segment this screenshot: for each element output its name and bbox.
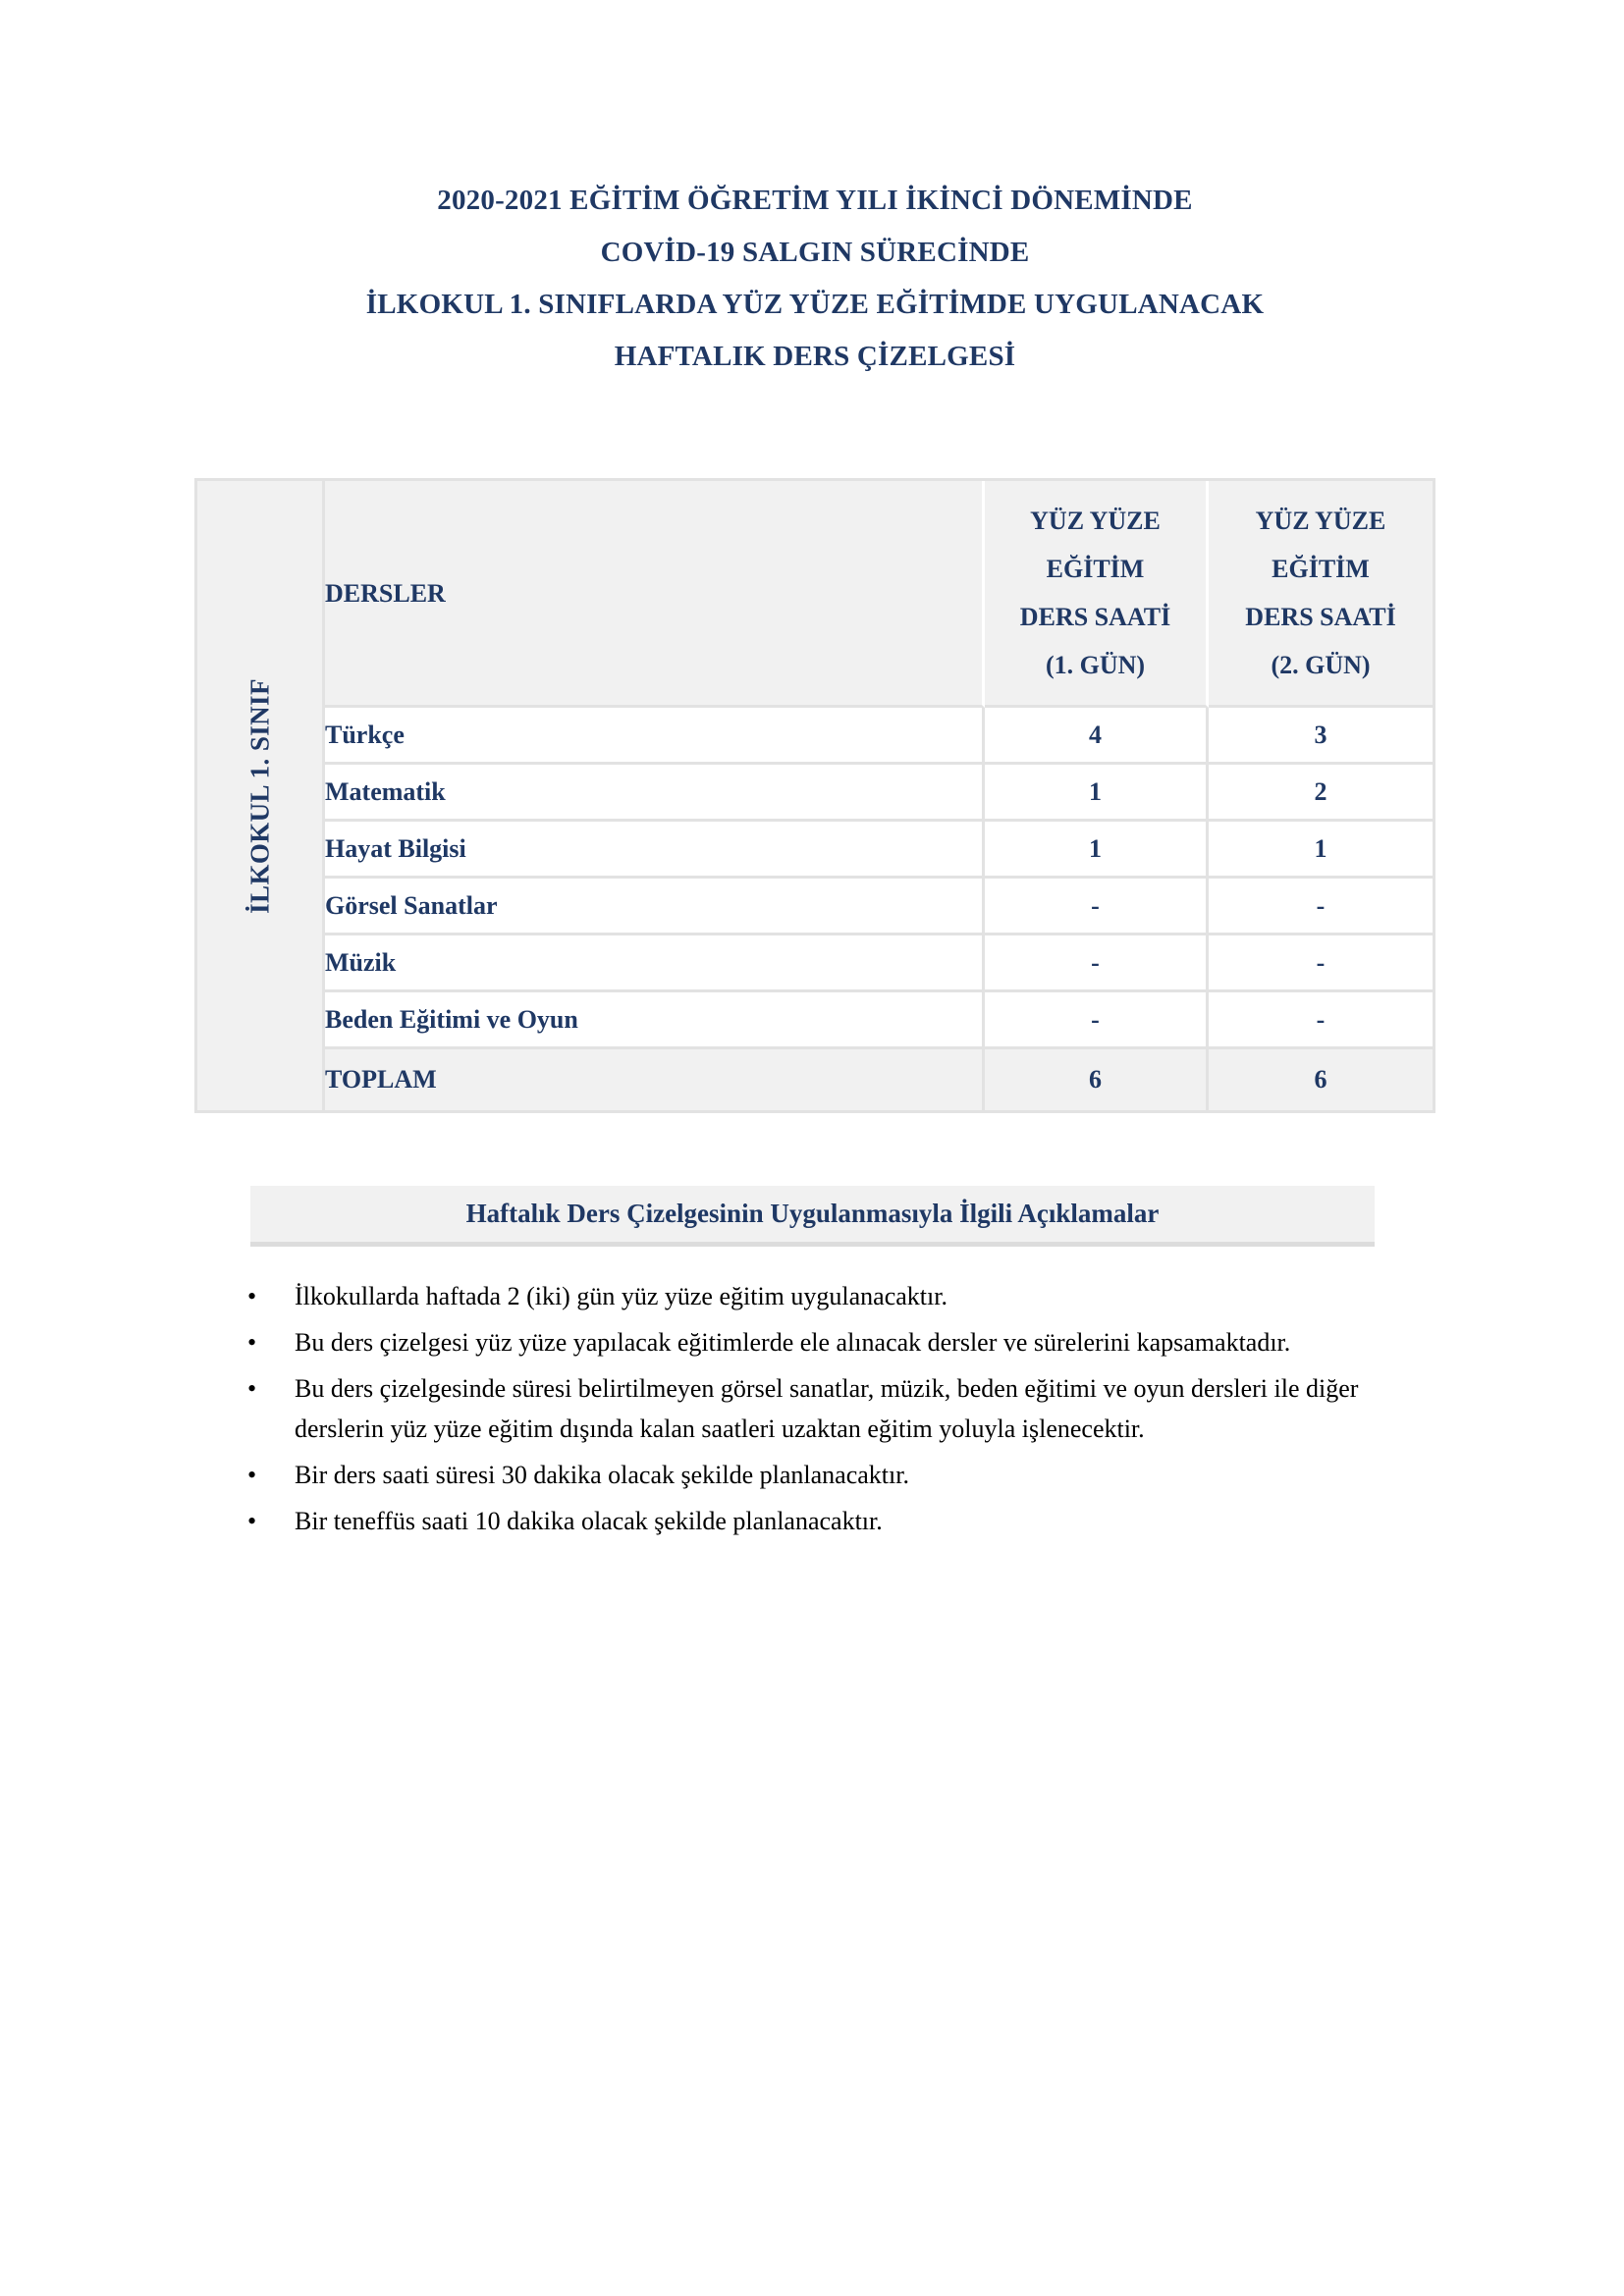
column-header-day1 [985, 481, 1209, 708]
list-item-text: İlkokullarda haftada 2 (iki) gün yüz yüze eğitim uygulanacaktır. [295, 1282, 947, 1310]
column-header-day1-line-1: YÜZ YÜZE [1030, 507, 1161, 535]
subject-name: Türkçe [325, 708, 985, 765]
table-header-row [197, 481, 1433, 708]
day1-hours: 1 [985, 822, 1209, 879]
subject-name: Beden Eğitimi ve Oyun [325, 992, 985, 1049]
notes-section-heading [250, 1186, 1375, 1247]
total-day1-hours: 6 [985, 1049, 1209, 1110]
column-header-day2-line-4: (2. GÜN) [1271, 651, 1371, 679]
table-row [197, 879, 1433, 935]
list-item [224, 1368, 1451, 1449]
bullet-icon: • [247, 1328, 257, 1357]
column-header-day1-line-3: DERS SAATİ [1019, 603, 1171, 631]
list-item-text: Bir teneffüs saati 10 dakika olacak şekilde planlanacaktır. [295, 1507, 883, 1535]
day1-hours: 1 [985, 765, 1209, 822]
column-header-day1-line-4: (1. GÜN) [1045, 651, 1146, 679]
notes-section-heading-text: Haftalık Ders Çizelgesinin Uygulanmasıyla İlgili Açıklamalar [465, 1199, 1160, 1228]
day1-hours: - [985, 935, 1209, 992]
table-row [197, 992, 1433, 1049]
column-header-day2-line-3: DERS SAATİ [1245, 603, 1396, 631]
total-day2-hours: 6 [1209, 1049, 1433, 1110]
list-item [224, 1322, 1451, 1362]
notes-list [224, 1276, 1451, 1547]
day2-hours: - [1209, 935, 1433, 992]
column-header-day2-line-2: EĞİTİM [1272, 555, 1370, 583]
day1-hours: - [985, 879, 1209, 935]
bullet-icon: • [247, 1507, 257, 1535]
title-line-4: HAFTALIK DERS ÇİZELGESİ [614, 341, 1016, 372]
table-total-row [197, 1049, 1433, 1110]
list-item [224, 1276, 1451, 1316]
table-row [197, 708, 1433, 765]
list-item-text: Bir ders saati süresi 30 dakika olacak şekilde planlanacaktır. [295, 1461, 909, 1489]
title-line-1: 2020-2021 EĞİTİM ÖĞRETİM YILI İKİNCİ DÖNEMİNDE [437, 185, 1193, 216]
grade-level-label: İLKOKUL 1. SINIF [244, 677, 274, 914]
grade-level-label-cell [197, 481, 325, 1110]
subject-name: Görsel Sanatlar [325, 879, 985, 935]
title-line-3: İLKOKUL 1. SINIFLARDA YÜZ YÜZE EĞİTİMDE UYGULANACAK [365, 289, 1265, 320]
day1-hours: - [985, 992, 1209, 1049]
column-header-day2-line-1: YÜZ YÜZE [1255, 507, 1386, 535]
list-item-text: Bu ders çizelgesi yüz yüze yapılacak eğitimlerde ele alınacak dersler ve sürelerini kapsamaktadır. [295, 1328, 1291, 1357]
list-item [224, 1501, 1451, 1541]
table-row [197, 935, 1433, 992]
day2-hours: 1 [1209, 822, 1433, 879]
day1-hours: 4 [985, 708, 1209, 765]
bullet-icon: • [247, 1374, 257, 1403]
bullet-icon: • [247, 1461, 257, 1489]
column-header-subject: DERSLER [325, 481, 985, 708]
day2-hours: - [1209, 992, 1433, 1049]
page-title [177, 175, 1453, 383]
weekly-schedule-table [194, 478, 1435, 1113]
bullet-icon: • [247, 1282, 257, 1310]
table-row [197, 822, 1433, 879]
subject-name: Müzik [325, 935, 985, 992]
title-line-2: COVİD-19 SALGIN SÜRECİNDE [600, 237, 1030, 268]
subject-name: Hayat Bilgisi [325, 822, 985, 879]
day2-hours: 2 [1209, 765, 1433, 822]
table-row [197, 765, 1433, 822]
day2-hours: 3 [1209, 708, 1433, 765]
column-header-day1-line-2: EĞİTİM [1046, 555, 1145, 583]
list-item [224, 1455, 1451, 1495]
day2-hours: - [1209, 879, 1433, 935]
subject-name: Matematik [325, 765, 985, 822]
column-header-day2 [1209, 481, 1433, 708]
weekly-schedule-table-wrapper [194, 478, 1430, 1113]
total-label: TOPLAM [325, 1049, 985, 1110]
list-item-text: Bu ders çizelgesinde süresi belirtilmeyen görsel sanatlar, müzik, beden eğitimi ve oyun dersleri ile diğer derslerin yüz yüze eğitim dışında kalan saatleri uzaktan eğitim yoluyla işlenecektir. [295, 1374, 1359, 1443]
